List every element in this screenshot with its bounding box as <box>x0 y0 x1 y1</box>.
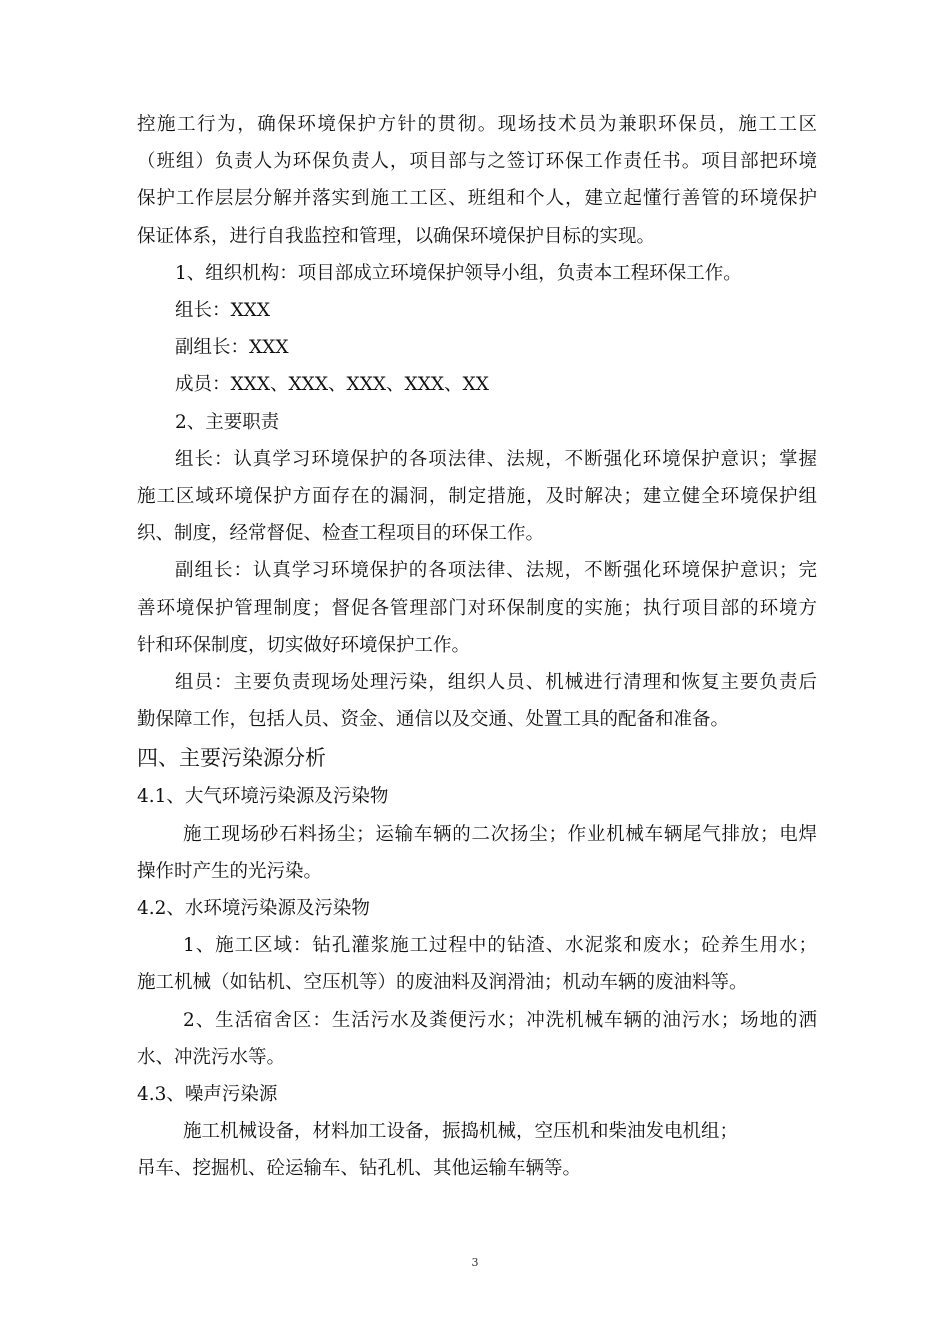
section-4-3-title: 4.3、噪声污染源 <box>137 1084 278 1106</box>
section-4-2-title: 4.2、水环境污染源及污染物 <box>137 898 370 920</box>
paragraph-dormitory-water <box>137 1002 817 1076</box>
paragraph-leader-duties <box>137 441 817 553</box>
text-line: 施工机械（如钻机、空压机等）的废油料及润滑油；机动车辆的废油料等。 <box>137 972 748 994</box>
text-line: 施工现场砂石料扬尘；运输车辆的二次扬尘；作业机械车辆尾气排放；电焊 <box>183 823 817 845</box>
text-line: 1、施工区域：钻孔灌浆施工过程中的钻渣、水泥浆和废水；砼养生用水； <box>183 935 817 957</box>
text-line: 副组长：认真学习环境保护的各项法律、法规，不断强化环境保护意识；完 <box>175 560 817 582</box>
text-line: 善环境保护管理制度；督促各管理部门对环保制度的实施；执行项目部的环境方 <box>137 597 817 619</box>
paragraph-deputy-duties <box>137 552 817 664</box>
document-page <box>137 106 817 1188</box>
text-line: 织、制度，经常督促、检查工程项目的环保工作。 <box>137 523 545 545</box>
members-line: 成员：XXX、XXX、XXX、XXX、XX <box>175 374 489 396</box>
text-line: 勤保障工作，包括人员、资金、通信以及交通、处置工具的配备和准备。 <box>137 709 730 731</box>
text-line: 针和环保制度，切实做好环境保护工作。 <box>137 634 471 656</box>
paragraph-member-duties <box>137 664 817 738</box>
section-4-1-title: 4.1、大气环境污染源及污染物 <box>137 786 389 808</box>
paragraph-air-pollution <box>137 816 817 890</box>
org-structure-heading: 1、组织机构：项目部成立环境保护领导小组，负责本工程环保工作。 <box>175 262 742 284</box>
text-line: 施工区域环境保护方面存在的漏洞，制定措施，及时解决；建立健全环境保护组 <box>137 486 817 508</box>
text-line: 2、生活宿舍区：生活污水及粪便污水；冲洗机械车辆的油污水；场地的洒 <box>183 1009 817 1031</box>
text-line: 保护工作层层分解并落实到施工工区、班组和个人，建立起懂行善管的环境保护 <box>137 188 817 210</box>
text-line: 保证体系，进行自我监控和管理，以确保环境保护目标的实现。 <box>137 225 656 247</box>
leader-line: 组长：XXX <box>175 300 271 322</box>
page-number: 3 <box>471 1256 479 1269</box>
paragraph-construction-area-water <box>137 927 817 1001</box>
text-line: 水、冲洗污水等。 <box>137 1046 286 1068</box>
duties-heading: 2、主要职责 <box>175 411 280 433</box>
text-line: 控施工行为，确保环境保护方针的贯彻。现场技术员为兼职环保员，施工工区 <box>137 114 817 135</box>
text-line: 操作时产生的光污染。 <box>137 860 323 882</box>
paragraph-responsibility-system <box>137 106 817 255</box>
deputy-leader-line: 副组长：XXX <box>175 337 289 359</box>
section-4-title: 四、主要污染源分析 <box>137 746 326 771</box>
text-line: 组员：主要负责现场处理污染，组织人员、机械进行清理和恢复主要负责后 <box>175 672 817 694</box>
text-line: 吊车、挖掘机、砼运输车、钻孔机、其他运输车辆等。 <box>137 1158 582 1180</box>
paragraph-noise-sources <box>137 1113 817 1187</box>
text-line: （班组）负责人为环保负责人，项目部与之签订环保工作责任书。项目部把环境 <box>137 151 817 173</box>
text-line: 组长：认真学习环境保护的各项法律、法规，不断强化环境保护意识；掌握 <box>175 448 817 470</box>
text-line: 施工机械设备，材料加工设备，振捣机械，空压机和柴油发电机组； <box>183 1121 739 1143</box>
